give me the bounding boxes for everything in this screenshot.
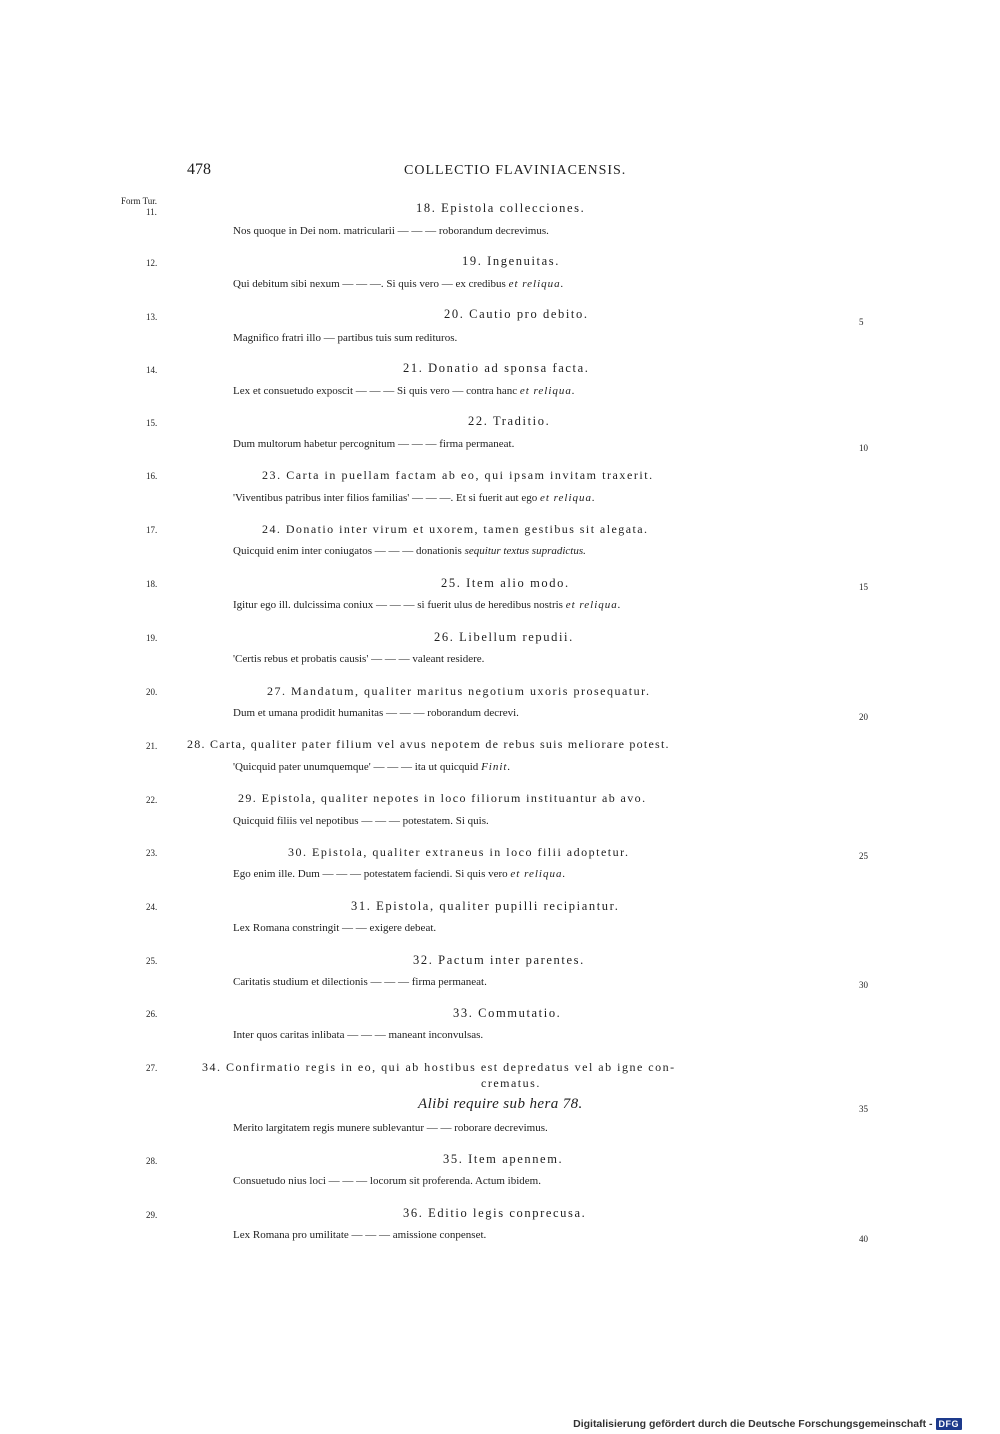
entry-title: Commutatio. (478, 1006, 562, 1020)
entry-text-main: Igitur ego ill. dulcissima coniux — — — si fuerit ulus de heredibus nostris (233, 599, 563, 611)
entry-title: Confirmatio regis in eo, qui ab hostibus est depredatus vel ab igne con- (226, 1060, 676, 1074)
entry-text-main: 'Certis rebus et probatis causis' — — — valeant residere. (233, 653, 485, 665)
entry-text (233, 225, 549, 237)
entry-title: Epistola collecciones. (441, 201, 586, 215)
entry-heading (444, 307, 589, 322)
entry-title: Epistola, qualiter nepotes in loco filiorum instituantur ab avo. (261, 791, 647, 805)
entry-number: 22. (468, 414, 489, 428)
entry-number: 23. (262, 468, 282, 482)
line-number: 15 (859, 582, 868, 592)
entry-text-main: Dum et umana prodidit humanitas — — — roborandum decrevi. (233, 707, 519, 719)
dfg-logo: DFG (936, 1418, 963, 1430)
entry-number: 32. (413, 953, 434, 967)
column-label (121, 196, 157, 206)
entry-number: 21. (403, 361, 424, 375)
form-ref: 11. (146, 207, 157, 217)
entry-heading (441, 576, 570, 591)
entry-title: Donatio ad sponsa facta. (428, 361, 590, 375)
entry-text-main: 'Viventibus patribus inter filios familias' — — —. Et si fuerit aut ego (233, 492, 538, 504)
entry-text-main: Merito largitatem regis munere sublevantur — — roborare decrevimus. (233, 1122, 548, 1134)
entry-number: 19. (462, 254, 483, 268)
entry-heading (288, 845, 629, 860)
entry-title: Epistola, qualiter pupilli recipiantur. (376, 899, 620, 913)
form-ref: 21. (146, 741, 158, 751)
entry-text-main: Lex Romana pro umilitate — — — amissione conpenset. (233, 1229, 487, 1241)
entry-heading (416, 201, 585, 216)
entry-number: 29. (238, 791, 258, 805)
form-ref: 16. (146, 471, 158, 481)
entry-title: Libellum repudii. (459, 630, 574, 644)
entry-text-italic: et reliqua. (508, 278, 565, 290)
entry-number: 20. (444, 307, 465, 321)
entry-text (233, 1122, 548, 1134)
entry-title: Mandatum, qualiter maritus negotium uxoris prosequatur. (291, 684, 651, 698)
entry-heading (413, 953, 585, 968)
entry-title: Item alio modo. (466, 576, 570, 590)
form-ref: 28. (146, 1156, 158, 1166)
entry-text (233, 278, 564, 290)
entry-number: 27. (267, 684, 287, 698)
entry-text (233, 385, 576, 397)
entry-number: 36. (403, 1206, 424, 1220)
form-ref: 17. (146, 525, 158, 535)
running-title: COLLECTIO FLAVINIACENSIS. (404, 163, 627, 178)
form-ref: 18. (146, 579, 158, 589)
entry-text (233, 599, 622, 611)
entry-text (233, 707, 519, 719)
entry-text (233, 976, 487, 988)
line-number: 40 (859, 1234, 868, 1244)
column-label-tur: Tur. (142, 196, 158, 206)
entry-number: 35. (443, 1152, 464, 1166)
entry-heading (187, 737, 670, 752)
entry-text (233, 761, 511, 773)
entry-text-main: Ego enim ille. Dum — — — potestatem faciendi. Si quis vero (233, 868, 508, 880)
entry-text-main: Quicquid enim inter coniugatos — — — donationis (233, 545, 462, 557)
entry-text-main: Magnifico fratri illo — partibus tuis sum redituros. (233, 332, 458, 344)
form-ref: 29. (146, 1210, 158, 1220)
form-ref: 20. (146, 687, 158, 697)
entry-text-italic: et reliqua. (510, 868, 567, 880)
form-ref: 24. (146, 902, 158, 912)
form-ref: 14. (146, 365, 158, 375)
entry-text-italic: Finit. (481, 761, 512, 773)
column-label-form: Form (121, 196, 141, 206)
entry-title: Cautio pro debito. (469, 307, 589, 321)
entry-number: 25. (441, 576, 462, 590)
entry-number: 31. (351, 899, 372, 913)
entry-heading (262, 522, 649, 537)
entry-text (233, 1029, 483, 1041)
entry-text-main: Dum multorum habetur percognitum — — — firma permaneat. (233, 438, 515, 450)
entry-title-continuation: crematus. (481, 1076, 541, 1090)
credit-text: Digitalisierung gefördert durch die Deutsche Forschungsgemeinschaft - (573, 1418, 933, 1430)
entry-text-italic: sequitur textus supradictus. (464, 545, 586, 557)
entry-text (233, 815, 489, 827)
entry-text-main: 'Quicquid pater unumquemque' — — — ita ut quicquid (233, 761, 479, 773)
line-number: 35 (859, 1104, 868, 1114)
entry-text-main: Caritatis studium et dilectionis — — — firma permaneat. (233, 976, 487, 988)
entry-text-italic: et reliqua. (519, 385, 576, 397)
entry-title: Donatio inter virum et uxorem, tamen gestibus sit alegata. (285, 522, 649, 536)
entry-text-main: Lex et consuetudo exposcit — — — Si quis vero — contra hanc (233, 385, 518, 397)
form-ref: 15. (146, 418, 158, 428)
entry-heading (443, 1152, 563, 1167)
entry-heading (468, 414, 550, 429)
entry-text-main: Qui debitum sibi nexum — — —. Si quis vero — ex credibus (233, 278, 506, 290)
form-ref: 12. (146, 258, 158, 268)
entry-number: 26. (434, 630, 455, 644)
line-number: 5 (859, 317, 864, 327)
entry-text (233, 868, 566, 880)
entry-heading (403, 361, 589, 376)
entry-text (233, 1175, 541, 1187)
entry-title: Ingenuitas. (487, 254, 560, 268)
entry-text (233, 1229, 486, 1241)
entry-text-italic: et reliqua. (539, 492, 596, 504)
entry-text (233, 332, 457, 344)
entry-heading (434, 630, 574, 645)
digitization-credit (573, 1418, 962, 1430)
form-ref: 22. (146, 795, 158, 805)
entry-number: 28. (187, 737, 206, 751)
form-ref: 13. (146, 312, 158, 322)
line-number: 20 (859, 712, 868, 722)
entry-heading (351, 899, 619, 914)
cross-reference-note: Alibi require sub hera 78. (418, 1096, 583, 1112)
entry-title: Pactum inter parentes. (438, 953, 585, 967)
entry-heading (262, 468, 654, 483)
entry-number: 18. (416, 201, 437, 215)
entry-text-main: Consuetudo nius loci — — — locorum sit proferenda. Actum ibidem. (233, 1175, 541, 1187)
entry-text (233, 922, 436, 934)
entry-number: 24. (262, 522, 282, 536)
entry-text-main: Nos quoque in Dei nom. matricularii — — — roborandum decrevimus. (233, 225, 549, 237)
entry-text (233, 545, 586, 557)
entry-heading (238, 791, 646, 806)
line-number: 10 (859, 443, 868, 453)
page-number: 478 (187, 161, 211, 178)
form-ref: 23. (146, 848, 158, 858)
entry-text-main: Lex Romana constringit — — exigere debeat. (233, 922, 437, 934)
entry-text (233, 653, 484, 665)
entry-heading (267, 684, 650, 699)
entry-text (233, 438, 514, 450)
line-number: 30 (859, 980, 868, 990)
entry-heading (403, 1206, 586, 1221)
entry-title: Carta in puellam factam ab eo, qui ipsam invitam traxerit. (286, 468, 654, 482)
entry-text (233, 492, 596, 504)
entry-text-italic: et reliqua. (565, 599, 622, 611)
form-ref: 27. (146, 1063, 158, 1073)
entry-text-main: Quicquid filiis vel nepotibus — — — potestatem. Si quis. (233, 815, 489, 827)
form-ref: 19. (146, 633, 158, 643)
entry-heading (453, 1006, 561, 1021)
entry-title: Traditio. (492, 414, 551, 428)
entry-heading (462, 254, 560, 269)
entry-title: Carta, qualiter pater filium vel avus nepotem de rebus suis meliorare potest. (210, 737, 670, 751)
form-ref: 25. (146, 956, 158, 966)
entry-number: 33. (453, 1006, 474, 1020)
entry-heading (202, 1060, 676, 1075)
entry-title: Editio legis conprecusa. (428, 1206, 587, 1220)
entry-number: 30. (288, 845, 308, 859)
entry-title: Item apennem. (468, 1152, 564, 1166)
line-number: 25 (859, 851, 868, 861)
entry-text-main: Inter quos caritas inlibata — — — maneant inconvulsas. (233, 1029, 484, 1041)
entry-title: Epistola, qualiter extraneus in loco filii adoptetur. (312, 845, 630, 859)
entry-number: 34. (202, 1060, 222, 1074)
form-ref: 26. (146, 1009, 158, 1019)
